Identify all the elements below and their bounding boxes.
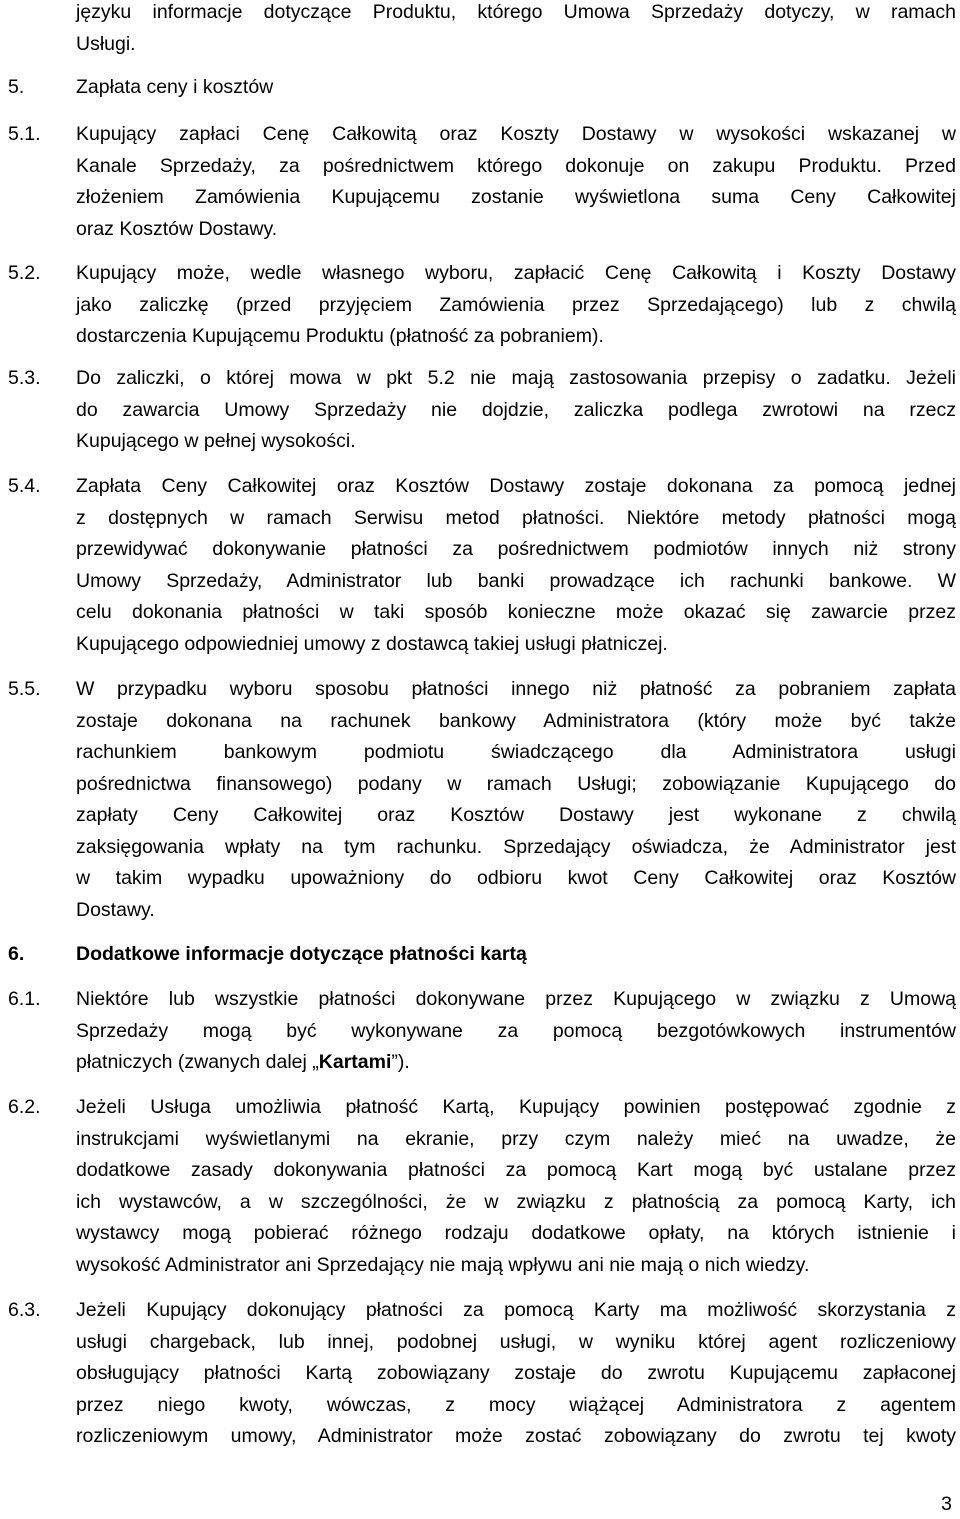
clause-number: 5.5. — [8, 678, 41, 700]
text-line — [76, 1047, 956, 1079]
text-line: Zapłata Ceny Całkowitej oraz Kosztów Dostawy zostaje dokonana za pomocą jednej — [76, 475, 956, 497]
text-line: w takim wypadku upoważniony do odbioru kwot Ceny Całkowitej oraz Kosztów — [76, 867, 956, 889]
text-line: dodatkowe zasady dokonywania płatności za pomocą Kart mogą być ustalane przez — [76, 1159, 956, 1181]
text-line: złożeniem Zamówienia Kupującemu zostanie wyświetlona suma Ceny Całkowitej — [76, 186, 956, 208]
clause-number: 5.4. — [8, 475, 41, 497]
text-line: wysokość Administrator ani Sprzedający nie mają wpływu ani nie mają o nich wiedzy. — [76, 1253, 810, 1276]
defined-term: Kartami — [318, 1051, 392, 1073]
text-line: zapłaty Ceny Całkowitej oraz Kosztów Dostawy jest wykonane z chwilą — [76, 804, 956, 826]
clause-number: 6.1. — [8, 988, 41, 1010]
text-line: dostarczenia Kupującemu Produktu (płatność za pobraniem). — [76, 325, 604, 347]
text-line: ich wystawców, a w szczególności, że w związku z płatnością za pomocą Karty, ich — [76, 1190, 956, 1213]
text-line: zaksięgowania wpłaty na tym rachunku. Sprzedający oświadcza, że Administrator jest — [76, 835, 956, 858]
text-fragment: ”). — [391, 1051, 410, 1073]
text-line: rachunkiem bankowym podmiotu świadczącego dla Administratora usługi — [76, 741, 956, 763]
text-line: Do zaliczki, o której mowa w pkt 5.2 nie mają zastosowania przepisy o zadatku. Jeżeli — [76, 367, 956, 389]
text-line: pośrednictwa finansowego) podany w ramach Usługi; zobowiązanie Kupującego do — [76, 772, 956, 795]
text-line: Usługi. — [76, 32, 136, 55]
section-number: 6. — [8, 943, 25, 965]
text-line: Umowy Sprzedaży, Administrator lub banki prowadzące ich rachunki bankowe. W — [76, 569, 956, 592]
text-line: instrukcjami wyświetlanymi na ekranie, przy czym należy mieć na uwadze, że — [76, 1127, 956, 1150]
text-line: Kupujący może, wedle własnego wyboru, zapłacić Cenę Całkowitą i Koszty Dostawy — [76, 262, 956, 284]
clause-number: 5.1. — [8, 123, 41, 145]
text-line: zostaje dokonana na rachunek bankowy Administratora (który może być także — [76, 709, 956, 732]
text-line: z dostępnych w ramach Serwisu metod płatności. Niektóre metody płatności mogą — [76, 506, 956, 529]
text-line: przez niego kwoty, wówczas, z mocy wiążącej Administratora z agentem — [76, 1393, 956, 1416]
text-line: Jeżeli Kupujący dokonujący płatności za pomocą Karty ma możliwość skorzystania z — [76, 1299, 956, 1321]
text-line: Kupującego odpowiedniej umowy z dostawcą takiej usługi płatniczej. — [76, 632, 668, 655]
text-line: Kupujący zapłaci Cenę Całkowitą oraz Koszty Dostawy w wysokości wskazanej w — [76, 123, 956, 145]
text-line: Sprzedaży mogą być wykonywane za pomocą bezgotówkowych instrumentów — [76, 1019, 956, 1042]
text-line: W przypadku wyboru sposobu płatności innego niż płatność za pobraniem zapłata — [76, 678, 956, 700]
text-line: obsługujący płatności Kartą zobowiązany zostaje do zwrotu Kupującemu zapłaconej — [76, 1362, 956, 1384]
text-line: celu dokonania płatności w taki sposób konieczne może okazać się zawarcie przez — [76, 601, 956, 623]
text-line: usługi chargeback, lub innej, podobnej usługi, w wyniku której agent rozliczeniowy — [76, 1330, 956, 1353]
page-number: 3 — [941, 1493, 952, 1515]
text-line: Dostawy. — [76, 898, 155, 921]
text-line: oraz Kosztów Dostawy. — [76, 217, 278, 240]
text-line: języku informacje dotyczące Produktu, którego Umowa Sprzedaży dotyczy, w ramach — [76, 1, 956, 23]
section-title: Dodatkowe informacje dotyczące płatności kartą — [76, 943, 527, 965]
text-line: Kupującego w pełnej wysokości. — [76, 430, 356, 452]
clause-number: 5.2. — [8, 262, 41, 284]
text-line: Niektóre lub wszystkie płatności dokonywane przez Kupującego w związku z Umową — [76, 988, 956, 1010]
section-number: 5. — [8, 76, 25, 98]
clause-number: 5.3. — [8, 367, 41, 389]
text-line: wystawcy mogą pobierać różnego rodzaju dodatkowe opłaty, na których istnienie i — [76, 1222, 956, 1244]
text-line: przewidywać dokonywanie płatności za pośrednictwem podmiotów innych niż strony — [76, 538, 956, 560]
section-title: Zapłata ceny i kosztów — [76, 76, 274, 98]
text-line: Jeżeli Usługa umożliwia płatność Kartą, Kupujący powinien postępować zgodnie z — [76, 1096, 956, 1118]
text-line: do zawarcia Umowy Sprzedaży nie dojdzie, zaliczka podlega zwrotowi na rzecz — [76, 398, 956, 421]
text-line: rozliczeniowym umowy, Administrator może zostać zobowiązany do zwrotu tej kwoty — [76, 1425, 956, 1447]
text-line: jako zaliczkę (przed przyjęciem Zamówienia przez Sprzedającego) lub z chwilą — [76, 293, 956, 316]
text-fragment: płatniczych (zwanych dalej „ — [76, 1051, 319, 1073]
text-line: Kanale Sprzedaży, za pośrednictwem którego dokonuje on zakupu Produktu. Przed — [76, 154, 956, 177]
clause-number: 6.3. — [8, 1299, 41, 1321]
clause-number: 6.2. — [8, 1096, 41, 1118]
